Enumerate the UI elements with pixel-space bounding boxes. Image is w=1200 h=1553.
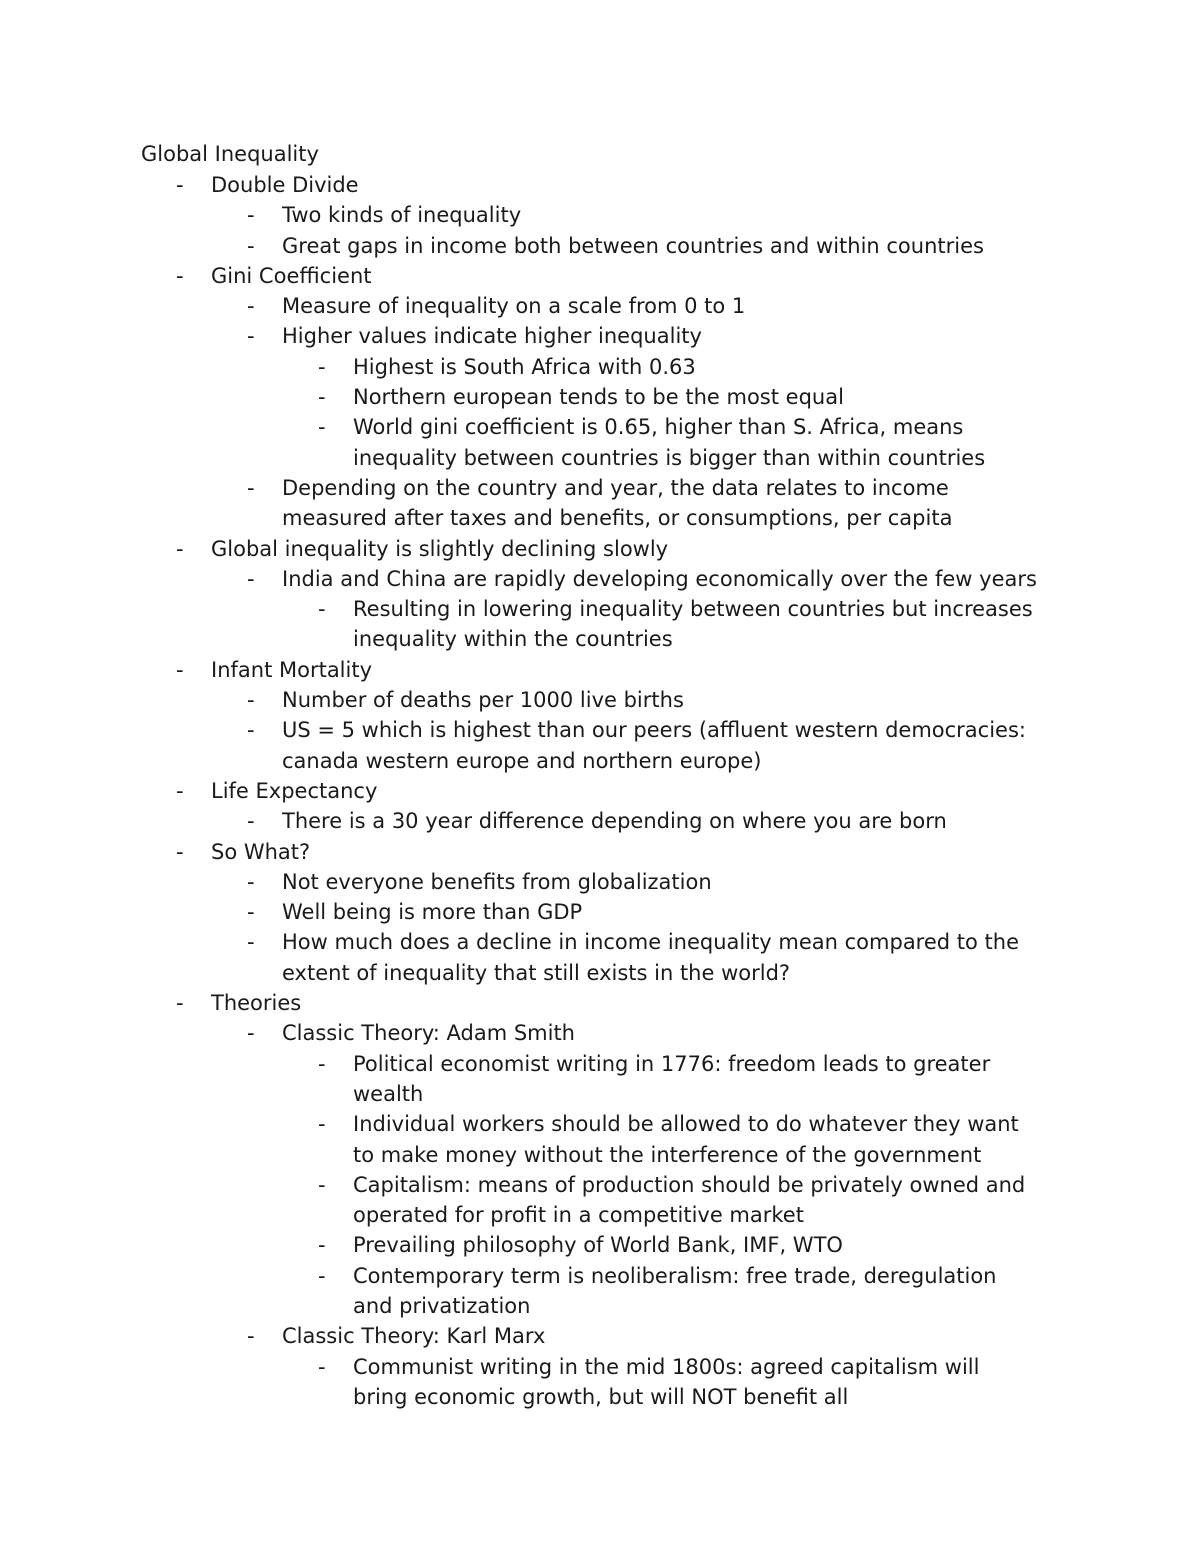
bullet-dash: -: [318, 1354, 326, 1379]
bullet-dash: -: [318, 1263, 326, 1288]
outline-item-text: Resulting in lowering inequality between countries but increases inequality within the countries: [353, 597, 1033, 652]
outline-item-level-3: [0, 1352, 1200, 1413]
outline-item-level-2: [0, 715, 1200, 776]
bullet-dash: -: [247, 294, 255, 319]
outline-item-text: Number of deaths per 1000 live births: [282, 688, 684, 713]
bullet-dash: -: [176, 173, 184, 197]
outline-item-level-1: [0, 776, 1200, 806]
document-title: Global Inequality: [141, 142, 319, 166]
bullet-dash: -: [247, 869, 255, 894]
bullet-dash: -: [247, 566, 255, 591]
bullet-dash: -: [247, 930, 255, 955]
bullet-dash: -: [247, 203, 255, 228]
outline-item-text: Classic Theory: Adam Smith: [282, 1021, 575, 1046]
bullet-dash: -: [176, 991, 184, 1016]
outline-item-level-2: [0, 1321, 1200, 1351]
outline-item-text: Infant Mortality: [211, 657, 373, 682]
outline-item-text: Northern european tends to be the most equal: [353, 385, 844, 410]
outline-item-level-2: [0, 1018, 1200, 1048]
bullet-dash: -: [247, 900, 255, 925]
outline-item-level-2: [0, 321, 1200, 351]
outline-item-level-3: [0, 1109, 1200, 1170]
outline-item-text: Depending on the country and year, the data relates to income measured after taxes and benefits, or consumptions, per capita: [282, 475, 953, 531]
outline-item-text: Communist writing in the mid 1800s: agreed capitalism will bring economic growth, but will NOT benefit all: [353, 1354, 980, 1409]
outline-item-text: Global inequality is slightly declining slowly: [211, 536, 669, 561]
notes-outline: [0, 170, 1200, 1412]
outline-item-level-3: [0, 382, 1200, 412]
outline-item-level-1: [0, 655, 1200, 685]
outline-item-text: US = 5 which is highest than our peers (affluent western democracies: canada western europe and northern europe): [282, 718, 1026, 773]
bullet-dash: -: [318, 385, 326, 410]
outline-item-text: Higher values indicate higher inequality: [282, 324, 702, 349]
outline-item-text: Great gaps in income both between countries and within countries: [282, 233, 984, 258]
outline-item-text: Double Divide: [211, 173, 359, 197]
outline-item-level-1: [0, 837, 1200, 867]
bullet-dash: -: [318, 597, 326, 622]
outline-item-level-2: [0, 867, 1200, 897]
outline-item-level-2: [0, 564, 1200, 594]
bullet-dash: -: [247, 809, 255, 834]
outline-item-level-3: [0, 1230, 1200, 1260]
bullet-dash: -: [176, 839, 184, 864]
outline-item-text: How much does a decline in income inequality mean compared to the extent of inequality that still exists in the world?: [282, 930, 1019, 985]
outline-item-text: India and China are rapidly developing economically over the few years: [282, 566, 1037, 591]
outline-item-text: Not everyone benefits from globalization: [282, 869, 712, 894]
outline-item-level-2: [0, 927, 1200, 988]
outline-item-level-2: [0, 200, 1200, 230]
bullet-dash: -: [247, 1324, 255, 1349]
outline-item-level-3: [0, 1049, 1200, 1110]
outline-item-level-1: [0, 534, 1200, 564]
outline-item-text: Life Expectancy: [211, 778, 378, 803]
bullet-dash: -: [247, 475, 255, 500]
outline-item-text: Well being is more than GDP: [282, 900, 583, 925]
bullet-dash: -: [247, 1021, 255, 1046]
bullet-dash: -: [247, 718, 255, 743]
outline-item-level-3: [0, 412, 1200, 473]
outline-item-text: There is a 30 year difference depending on where you are born: [282, 809, 947, 834]
outline-item-text: Gini Coefficient: [211, 263, 372, 288]
outline-item-text: Measure of inequality on a scale from 0 to 1: [282, 294, 746, 319]
bullet-dash: -: [318, 354, 326, 379]
bullet-dash: -: [247, 688, 255, 713]
outline-item-level-2: [0, 231, 1200, 261]
outline-item-level-3: [0, 1261, 1200, 1322]
outline-item-text: Capitalism: means of production should be privately owned and operated for profit in a competitive market: [353, 1172, 1026, 1228]
outline-item-text: Two kinds of inequality: [282, 203, 522, 228]
bullet-dash: -: [247, 233, 255, 258]
bullet-dash: -: [176, 778, 184, 803]
outline-item-text: Theories: [211, 991, 302, 1016]
outline-item-level-3: [0, 352, 1200, 382]
outline-item-level-3: [0, 1170, 1200, 1231]
outline-item-level-2: [0, 897, 1200, 927]
outline-item-level-2: [0, 806, 1200, 836]
outline-item-text: Political economist writing in 1776: freedom leads to greater wealth: [353, 1051, 991, 1106]
outline-item-level-1: [0, 988, 1200, 1018]
bullet-dash: -: [247, 324, 255, 349]
outline-item-text: So What?: [211, 839, 311, 864]
outline-item-level-2: [0, 473, 1200, 534]
bullet-dash: -: [318, 1051, 326, 1076]
outline-item-level-3: [0, 594, 1200, 655]
bullet-dash: -: [176, 657, 184, 682]
bullet-dash: -: [318, 1233, 326, 1258]
outline-item-text: Individual workers should be allowed to do whatever they want to make money without the interference of the government: [353, 1112, 1019, 1167]
outline-item-text: Contemporary term is neoliberalism: free trade, deregulation and privatization: [353, 1263, 997, 1318]
outline-item-text: World gini coefficient is 0.65, higher than S. Africa, means inequality between countries is bigger than within countries: [353, 415, 986, 470]
outline-item-level-1: [0, 170, 1200, 200]
bullet-dash: -: [318, 415, 326, 440]
outline-item-level-2: [0, 685, 1200, 715]
outline-item-text: Highest is South Africa with 0.63: [353, 354, 696, 379]
outline-item-text: Classic Theory: Karl Marx: [282, 1324, 546, 1349]
outline-item-text: Prevailing philosophy of World Bank, IMF, WTO: [353, 1233, 843, 1258]
bullet-dash: -: [318, 1112, 326, 1137]
outline-item-level-1: [0, 261, 1200, 291]
bullet-dash: -: [318, 1172, 326, 1197]
outline-item-level-2: [0, 291, 1200, 321]
bullet-dash: -: [176, 263, 184, 288]
bullet-dash: -: [176, 536, 184, 561]
